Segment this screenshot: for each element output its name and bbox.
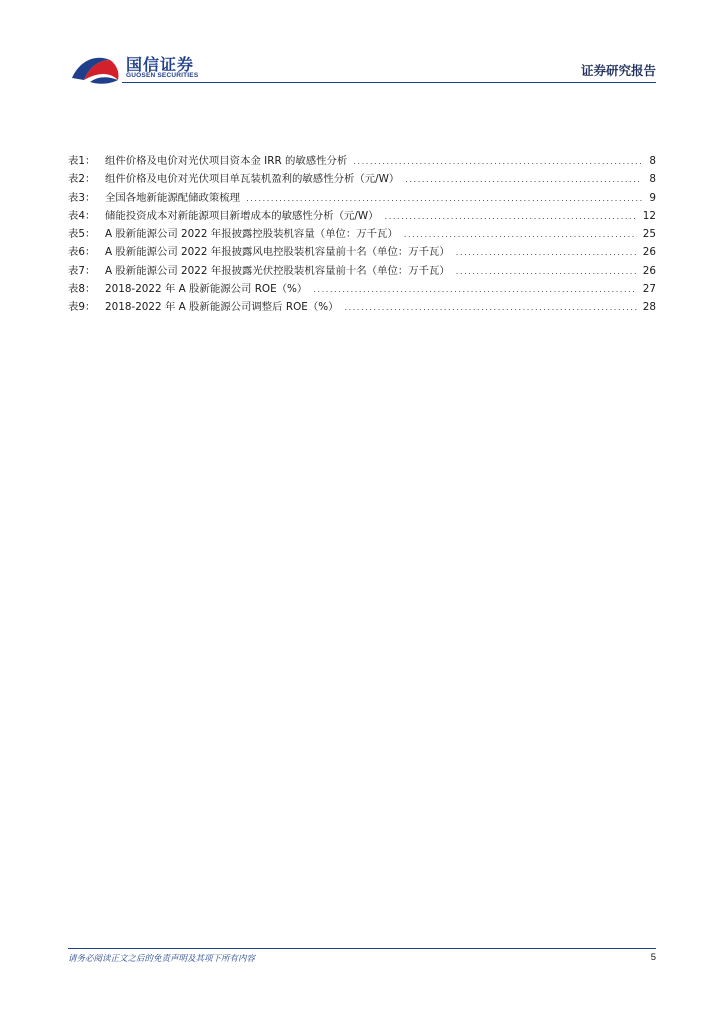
table-of-tables (68, 152, 656, 317)
toc-entry[interactable] (68, 243, 656, 261)
toc-entry-label: 表3： (68, 191, 96, 204)
toc-entry-title: A 股新能源公司 2022 年报披露控股装机容量（单位：万千瓦） (105, 228, 398, 241)
toc-entry-title: 组件价格及电价对光伏项目单瓦装机盈利的敏感性分析（元/W） (105, 173, 400, 186)
report-type-label: 证券研究报告 (580, 63, 656, 78)
toc-leader-dots (456, 244, 637, 262)
toc-entry-label: 表4： (68, 209, 96, 222)
toc-entry-label: 表1： (68, 155, 96, 167)
toc-entry-title: A 股新能源公司 2022 年报披露光伏控股装机容量前十名（单位：万千瓦） (105, 264, 450, 277)
toc-entry-title: A 股新能源公司 2022 年报披露风电控股装机容量前十名（单位：万千瓦） (105, 246, 450, 259)
toc-entry[interactable] (68, 152, 656, 170)
toc-leader-dots (405, 171, 642, 189)
toc-leader-dots (385, 208, 637, 226)
toc-entry-label: 表5： (68, 228, 96, 241)
logo-chinese-name: 国信证券 (126, 55, 195, 74)
toc-leader-dots (456, 263, 637, 281)
page-header (0, 0, 724, 90)
toc-leader-dots (246, 190, 642, 208)
toc-entry[interactable] (68, 262, 656, 280)
toc-entry-page: 8 (649, 173, 656, 186)
toc-entry-label: 表9： (68, 301, 96, 314)
footer-disclaimer: 请务必阅读正文之后的免责声明及其项下所有内容 (68, 954, 256, 964)
toc-entry[interactable] (68, 170, 656, 188)
toc-entry-page: 28 (642, 301, 656, 314)
toc-entry-page: 26 (642, 246, 656, 259)
toc-leader-dots (313, 281, 636, 299)
toc-entry[interactable] (68, 207, 656, 225)
toc-entry[interactable] (68, 298, 656, 316)
toc-entry-page: 25 (642, 228, 656, 241)
toc-entry-label: 表7： (68, 264, 96, 277)
toc-leader-dots (344, 299, 636, 317)
toc-entry-page: 26 (642, 264, 656, 277)
toc-entry-page: 8 (649, 155, 656, 167)
toc-leader-dots (353, 153, 642, 171)
toc-entry-page: 27 (642, 283, 656, 296)
toc-entry-title: 全国各地新能源配储政策梳理 (105, 191, 241, 204)
toc-entry-label: 表2： (68, 173, 96, 186)
toc-entry-title: 组件价格及电价对光伏项目资本金 IRR 的敏感性分析 (105, 155, 348, 167)
toc-entry-title: 储能投资成本对新能源项目新增成本的敏感性分析（元/W） (105, 209, 379, 222)
footer-divider (68, 948, 656, 949)
toc-entry-page: 12 (642, 209, 656, 222)
toc-entry[interactable] (68, 225, 656, 243)
company-logo (70, 50, 230, 86)
toc-entry-label: 表8： (68, 283, 96, 296)
toc-entry[interactable] (68, 280, 656, 298)
toc-entry[interactable] (68, 189, 656, 207)
header-divider (122, 82, 656, 83)
toc-leader-dots (404, 226, 637, 244)
toc-entry-title: 2018-2022 年 A 股新能源公司调整后 ROE（%） (105, 301, 339, 314)
toc-entry-label: 表6： (68, 246, 96, 259)
toc-entry-page: 9 (649, 191, 656, 204)
guosen-logo-icon (70, 50, 122, 86)
logo-english-name: GUOSEN SECURITIES (126, 72, 199, 79)
page-number: 5 (650, 952, 656, 963)
toc-entry-title: 2018-2022 年 A 股新能源公司 ROE（%） (105, 283, 308, 296)
